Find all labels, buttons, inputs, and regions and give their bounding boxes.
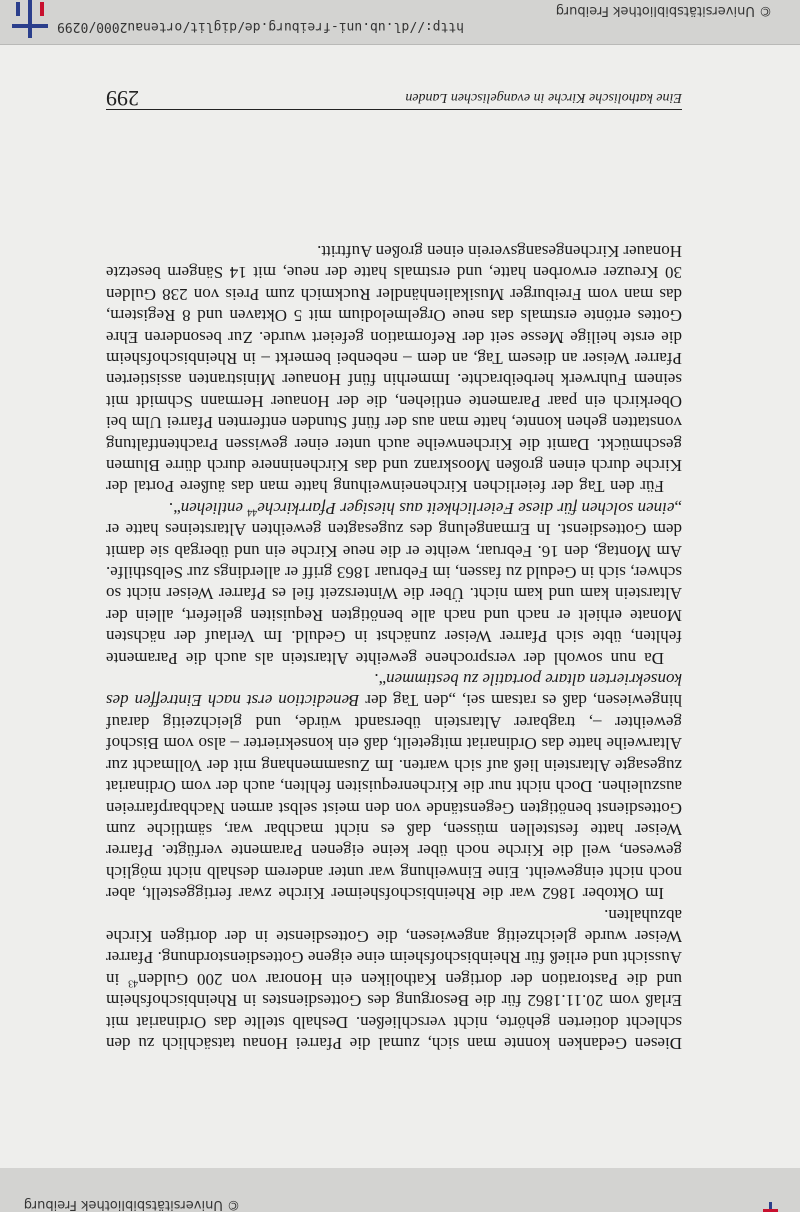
footnote-marker: 43 [128,977,139,989]
italic-quote: entliehen [180,498,248,518]
italic-quote: einen solchen für diese Feierlichkeit aus hiesiger Pfarrkirche [257,498,675,518]
text-run: Im Oktober 1862 war die Rheinbischofsheimer Kirche zwar fertiggestellt, aber noch nicht eingeweiht. Eine Einweihung war unter anderem deshalb nicht möglich gewesen, weil die Kirche noch über keine eigenen Paramente verfügte. Pfarrer Weiser hatte feststellen müssen, daß es nicht machbar war, sämtliche zum Gottesdienst benötigten Gegenstände von den meist selbst armen Nachbarpfarreien auszuleihen. Doch nicht nur die Kirchenrequisiten fehlten, auch der vom Ordinariat zugesagte Altarstein ließ auf sich warten. Im Zusammenhang mit der Vollmacht zur Altarweihe hatte das Ordinariat mitgeteilt, daß ein konsekrierter – also vom Bischof geweihter –, tragbarer Altarstein übersandt würde, und gleichzeitig darauf hingewiesen, daß es ratsam sei, „den Tag der [106,691,682,904]
library-logo-icon-bottom [766,1202,772,1212]
text-run: Für den Tag der feierlichen Kircheneinweihung hatte man das äußere Portal der Kirche durch einen großen Mooskranz und das Kircheninnere durch dürre Blumen geschmückt. Damit die Kirchenweihe auch unter einer gewissen Prachtentfaltung vonstatten gehen konnte, hatte man aus der fünf Stunden entfernten Pfarrei Ulm bei Oberkirch ein paar Paramente entliehen, die der Honauer Hermann Schmidt mit seinem Fuhrwerk herbeibrachte. Immerhin fünf Honauer Ministranten assistierten Pfarrer Weiser an diesem Tag, an dem – nebenbei bemerkt – in Rheinbischofsheim die erste heilige Messe seit der Reformation gefeiert wurde. Zur besonderen Ehre Gottes ertönte erstmals das neue Orgelmelodium mit 5 Oktaven und 8 Registern, das man vom Freiburger Musikalienhändler Ruckmich zum Preis von 238 Gulden 30 Kreuzer erworben hatte, und erstmals hatte der neue, mit 14 Sängern besetzte Honauer Kirchengesangsverein einen großen Auftritt. [106,241,682,497]
running-head: Eine katholische Kirche in evangelischen Landen [405,90,682,105]
text-run: “. [374,670,387,690]
text-run: “. [168,498,181,518]
copyright-text-bottom: © Universitätsbibliothek Freiburg [23,1197,240,1212]
footnote-marker: 44 [247,506,258,518]
page-number: 299 [106,86,139,111]
scan-bar-divider [0,44,800,45]
paragraph [106,669,682,904]
text-run: in Aussicht und erließ für Rheinbischofsheim eine eigene Gottesdienstordnung. Pfarrer Weiser wurde gleichzeitig angewiesen, die Gottesdienste in der dortigen Kirche abzuhalten. [106,905,682,989]
library-logo-icon [12,0,48,38]
paragraph [106,497,682,668]
scan-url-link[interactable]: http://dl.ub.uni-freiburg.de/diglit/ortenau2000/0299 [57,19,464,34]
scan-watermark-bar [0,0,800,44]
copyright-text: © Universitätsbibliothek Freiburg [555,3,772,18]
text-run: Da nun sowohl der versprochene geweihte Altarstein als auch die Paramente fehlten, übte sich Pfarrer Weiser zunächst in Geduld. Im Verlauf der nächsten Monate erhielt er nach und nach alle benötigten Requisiten geliefert, allein der Altarstein kam und kam nicht. Über die Winterszeit fiel es Pfarrer Weiser nicht so schwer, sich in Geduld zu fassen, im Februar 1863 griff er allerdings zur Selbsthilfe. Am Montag, den 16. Februar, weihte er die neue Kirche ein und übergab sie damit dem Gottesdienst. In Ermangelung des zugesagten geweihten Altarsteines hatte er „ [106,498,682,668]
body-text [106,241,682,1054]
italic-quote: Benediction erst nach Eintreffen des konsekrierten altare portatile zu bestimmen [106,670,682,711]
scan-watermark-bar-bottom [0,1168,800,1212]
page-header [106,86,682,111]
paragraph [106,904,682,1054]
text-run: Diesen Gedanken konnte man sich, zumal die Pfarrei Honau tatsächlich zu den schlecht dotierten gehörte, nicht verschließen. Deshalb stellte das Ordinariat mit Erlaß vom 20.11.1862 für die Besorgung des Gottesdienstes in Rheinbischofsheim und die Pastoration der dortigen Katholiken ein Honorar von 200 Gulden [106,969,682,1053]
paragraph [106,241,682,498]
